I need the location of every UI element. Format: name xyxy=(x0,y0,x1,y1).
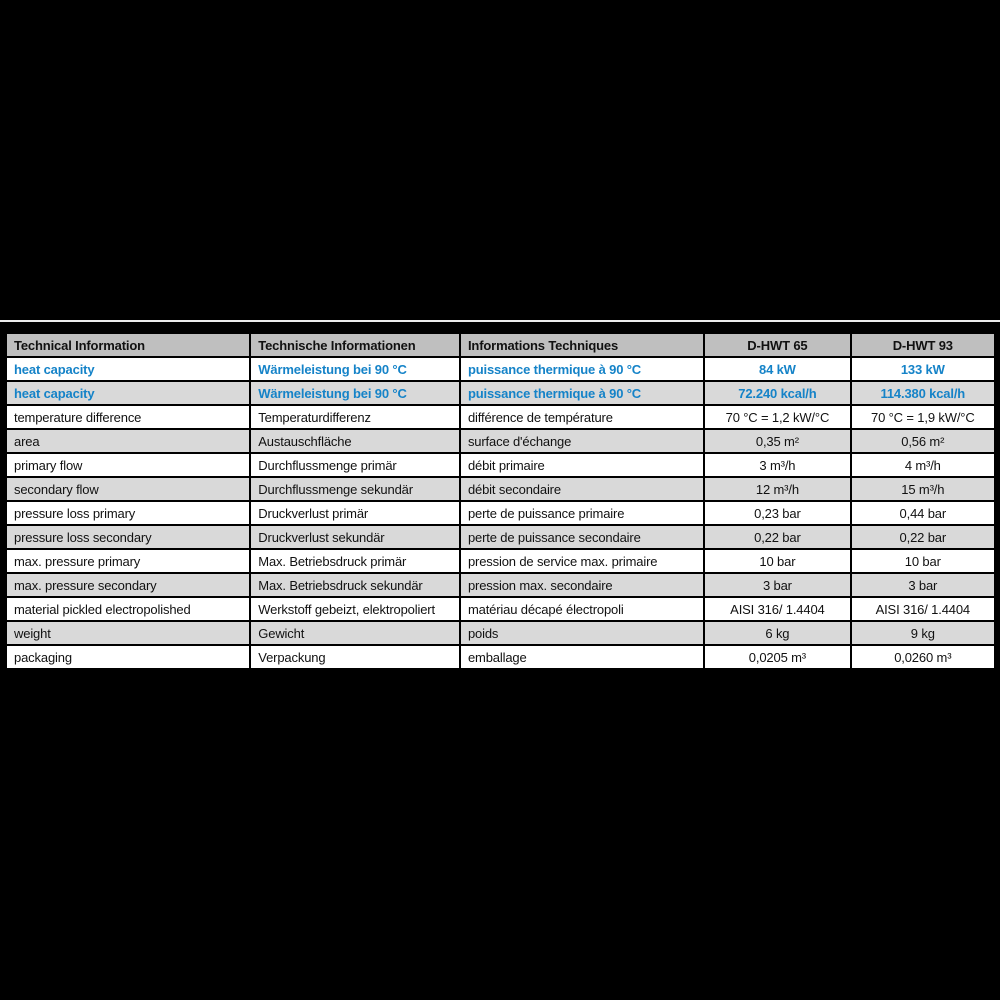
cell-d-hwt-65: 84 kW xyxy=(704,357,850,381)
cell-d-hwt-93: 9 kg xyxy=(851,621,995,645)
table-row xyxy=(6,453,995,477)
table-row xyxy=(6,573,995,597)
cell-french: débit primaire xyxy=(460,453,704,477)
cell-d-hwt-65: 0,0205 m³ xyxy=(704,645,850,670)
cell-d-hwt-65: 72.240 kcal/h xyxy=(704,381,850,405)
cell-english: pressure loss primary xyxy=(6,501,250,525)
cell-french: différence de température xyxy=(460,405,704,429)
cell-english: pressure loss secondary xyxy=(6,525,250,549)
table-row xyxy=(6,405,995,429)
cell-d-hwt-93: 3 bar xyxy=(851,573,995,597)
cell-d-hwt-65: AISI 316/ 1.4404 xyxy=(704,597,850,621)
cell-d-hwt-65: 3 bar xyxy=(704,573,850,597)
cell-english: max. pressure secondary xyxy=(6,573,250,597)
cell-d-hwt-93: 70 °C = 1,9 kW/°C xyxy=(851,405,995,429)
cell-french: pression max. secondaire xyxy=(460,573,704,597)
cell-d-hwt-93: 4 m³/h xyxy=(851,453,995,477)
cell-d-hwt-65: 0,22 bar xyxy=(704,525,850,549)
table-row xyxy=(6,597,995,621)
column-header-english: Technical Information xyxy=(6,332,250,358)
cell-d-hwt-65: 6 kg xyxy=(704,621,850,645)
table-row xyxy=(6,381,995,405)
cell-german: Druckverlust sekundär xyxy=(250,525,460,549)
cell-english: packaging xyxy=(6,645,250,670)
cell-english: secondary flow xyxy=(6,477,250,501)
cell-french: perte de puissance secondaire xyxy=(460,525,704,549)
cell-german: Temperaturdifferenz xyxy=(250,405,460,429)
cell-german: Werkstoff gebeizt, elektropoliert xyxy=(250,597,460,621)
cell-german: Max. Betriebsdruck sekundär xyxy=(250,573,460,597)
cell-d-hwt-93: 10 bar xyxy=(851,549,995,573)
table-row xyxy=(6,645,995,670)
cell-french: emballage xyxy=(460,645,704,670)
cell-d-hwt-93: 0,56 m² xyxy=(851,429,995,453)
page-top-divider xyxy=(0,320,1000,322)
technical-information-table xyxy=(5,329,996,671)
cell-d-hwt-65: 70 °C = 1,2 kW/°C xyxy=(704,405,850,429)
column-header-german: Technische Informationen xyxy=(250,332,460,358)
cell-french: débit secondaire xyxy=(460,477,704,501)
cell-english: heat capacity xyxy=(6,381,250,405)
table-body xyxy=(6,357,995,670)
cell-english: primary flow xyxy=(6,453,250,477)
technical-information-table-wrap xyxy=(5,329,996,671)
cell-english: material pickled electropolished xyxy=(6,597,250,621)
cell-french: pression de service max. primaire xyxy=(460,549,704,573)
cell-german: Durchflussmenge primär xyxy=(250,453,460,477)
table-header-row xyxy=(6,332,995,358)
cell-german: Verpackung xyxy=(250,645,460,670)
cell-german: Druckverlust primär xyxy=(250,501,460,525)
cell-d-hwt-65: 12 m³/h xyxy=(704,477,850,501)
cell-french: poids xyxy=(460,621,704,645)
cell-french: surface d'échange xyxy=(460,429,704,453)
cell-d-hwt-65: 0,23 bar xyxy=(704,501,850,525)
table-row xyxy=(6,357,995,381)
cell-german: Wärmeleistung bei 90 °C xyxy=(250,357,460,381)
table-row xyxy=(6,549,995,573)
cell-english: heat capacity xyxy=(6,357,250,381)
table-row xyxy=(6,477,995,501)
cell-french: puissance thermique à 90 °C xyxy=(460,381,704,405)
cell-french: perte de puissance primaire xyxy=(460,501,704,525)
cell-d-hwt-93: 15 m³/h xyxy=(851,477,995,501)
column-header-d-hwt-93: D-HWT 93 xyxy=(851,332,995,358)
cell-d-hwt-93: 114.380 kcal/h xyxy=(851,381,995,405)
cell-d-hwt-65: 0,35 m² xyxy=(704,429,850,453)
table-row xyxy=(6,621,995,645)
cell-german: Wärmeleistung bei 90 °C xyxy=(250,381,460,405)
table-row xyxy=(6,525,995,549)
cell-german: Durchflussmenge sekundär xyxy=(250,477,460,501)
column-header-d-hwt-65: D-HWT 65 xyxy=(704,332,850,358)
cell-french: puissance thermique à 90 °C xyxy=(460,357,704,381)
cell-english: area xyxy=(6,429,250,453)
cell-english: weight xyxy=(6,621,250,645)
cell-d-hwt-65: 10 bar xyxy=(704,549,850,573)
column-header-french: Informations Techniques xyxy=(460,332,704,358)
cell-french: matériau décapé électropoli xyxy=(460,597,704,621)
cell-d-hwt-93: 133 kW xyxy=(851,357,995,381)
cell-english: temperature difference xyxy=(6,405,250,429)
table-row xyxy=(6,429,995,453)
cell-d-hwt-93: AISI 316/ 1.4404 xyxy=(851,597,995,621)
cell-d-hwt-93: 0,44 bar xyxy=(851,501,995,525)
cell-german: Max. Betriebsdruck primär xyxy=(250,549,460,573)
cell-english: max. pressure primary xyxy=(6,549,250,573)
cell-d-hwt-65: 3 m³/h xyxy=(704,453,850,477)
cell-german: Austauschfläche xyxy=(250,429,460,453)
table-row xyxy=(6,501,995,525)
cell-d-hwt-93: 0,22 bar xyxy=(851,525,995,549)
cell-d-hwt-93: 0,0260 m³ xyxy=(851,645,995,670)
cell-german: Gewicht xyxy=(250,621,460,645)
